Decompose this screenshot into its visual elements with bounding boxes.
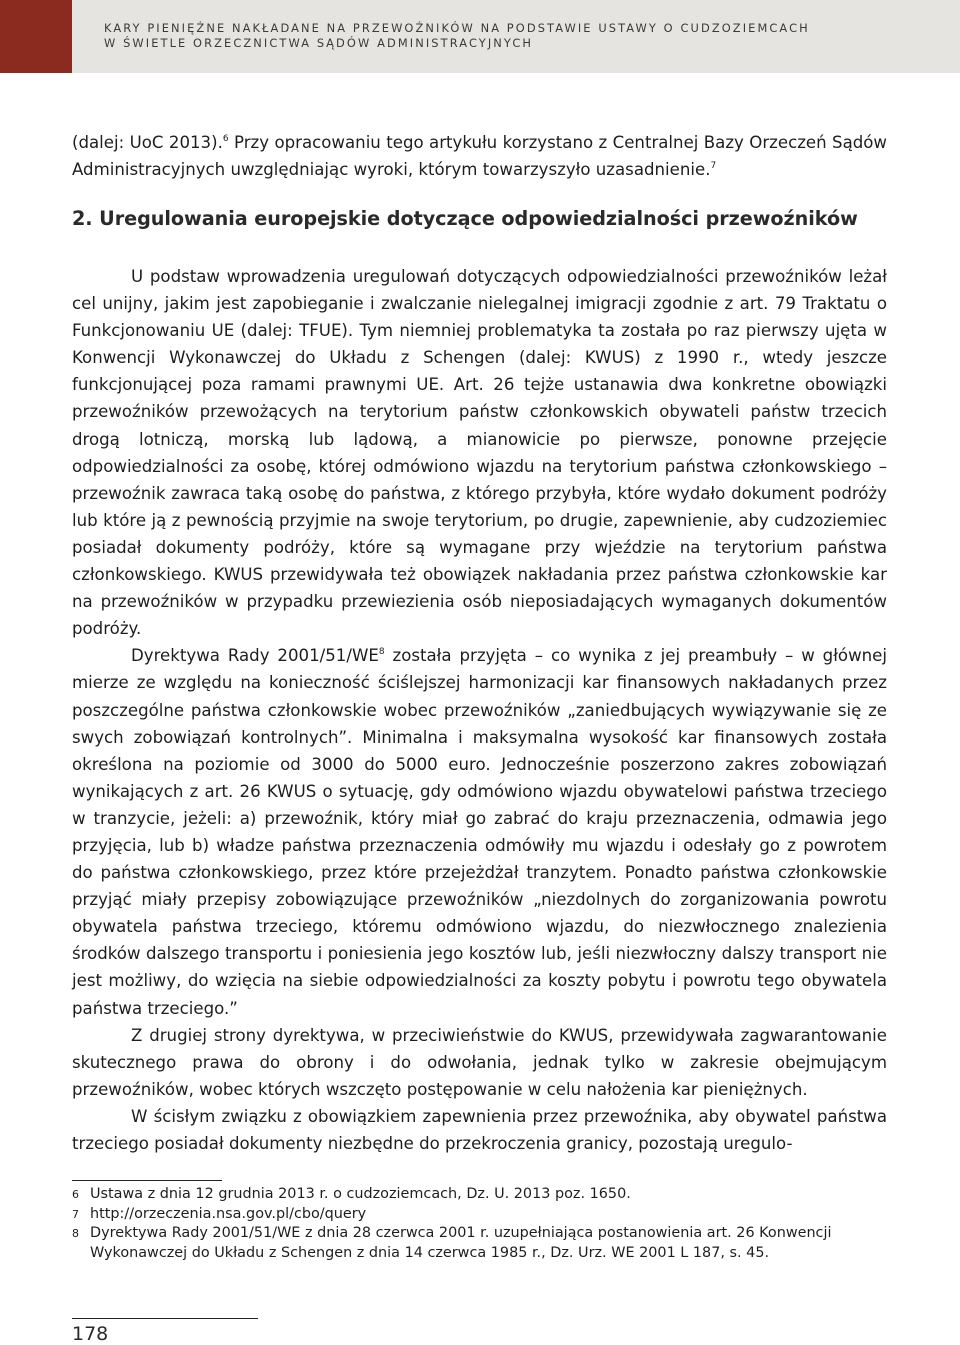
intro-text-a: (dalej: UoC 2013). <box>72 133 223 152</box>
footnote-7 <box>72 1205 887 1225</box>
footnote-link[interactable]: http://orzeczenia.nsa.gov.pl/cbo/query <box>90 1205 367 1222</box>
footnote-6 <box>72 1185 887 1205</box>
body-text <box>72 263 887 1157</box>
intro-text-b: Przy opracowaniu tego artykułu korzystano z Centralnej Bazy Orzeczeń Sądów Administracyjnych uwzględniając wyroki, którym towarzyszyło uzasadnienie. <box>72 133 887 180</box>
footnote-number: 8 <box>72 1227 79 1241</box>
paragraph-1: U podstaw wprowadzenia uregulowań dotyczących odpowiedzialności przewoźników leżał cel unijny, jakim jest zapobieganie i zwalczanie nielegalnej imigracji zgodnie z art. 79 Traktatu o Funkcjonowaniu UE (dalej: TFUE). Tym niemniej problematyka ta została po raz pierwszy ujęta w Konwencji Wykonawczej do Układu z Schengen (dalej: KWUS) z 1990 r., wtedy jeszcze funkcjonującej poza ramami prawnymi UE. Art. 26 tejże ustanawia dwa konkretne obowiązki przewoźników przewożących na terytorium państw członkowskich obywateli państw trzecich drogą lotniczą, morską lub lądową, a mianowicie po pierwsze, ponowne przejęcie odpowiedzialności za osobę, której odmówiono wjazdu na terytorium państwa członkowskiego – przewoźnik zawraca taką osobę do państwa, z którego przybyła, które wydało dokument podróży lub które ją z pewnością przyjmie na swoje terytorium, po drugie, zapewnienie, aby cudzoziemiec posiadał dokumenty podróży, które są wymagane przy wjeździe na terytorium państwa członkowskiego. KWUS przewidywała też obowiązek nakładania przez państwa członkowskie kar na przewoźników w przypadku przewiezienia osób nieposiadających wymaganych dokumentów podróży. <box>72 267 887 639</box>
footnote-number: 6 <box>72 1188 79 1201</box>
running-header-text <box>104 21 810 51</box>
header-accent-block <box>0 0 72 73</box>
footnote-text: Ustawa z dnia 12 grudnia 2013 r. o cudzoziemcach, Dz. U. 2013 poz. 1650. <box>90 1186 631 1202</box>
page-number: 178 <box>72 1323 109 1345</box>
footnote-8 <box>72 1224 887 1263</box>
paragraph-2-b: została przyjęta – co wynika z jej preambuły – w głównej mierze ze względu na konieczność ściślejszej harmonizacji kar finansowych nakładanych przez poszczególne państwa członkowskie wobec przewoźników „zaniedbujących wywiązywanie się ze swych zobowiązań kontrolnych”. Minimalna i maksymalna wysokość kar finansowych została określona na poziomie od 3000 do 5000 euro. Jednocześnie poszerzono zakres zobowiązań wynikających z art. 26 KWUS o sytuację, gdy odmówiono wjazdu obywatelowi państwa trzeciego w tranzycie, jeżeli: a) przewoźnik, który miał go zabrać do kraju przeznaczenia, odmawia jego przyjęcia, lub b) władze państwa przeznaczenia odmówiły mu wjazdu i odesłały go z powrotem do państwa członkowskiego, przez które przejeżdżał tranzytem. Ponadto państwa członkowskie przyjąć miały przepisy zobowiązujące przewoźników „niezdolnych do zorganizowania powrotu obywatela państwa trzeciego, któremu odmówiono wjazdu, do niezwłocznego znalezienia środków dalszego transportu i poniesienia jego kosztów lub, jeśli niezwłoczny dalszy transport nie jest możliwy, do wzięcia na siebie odpowiedzialności za koszty pobytu i powrotu tego obywatela państwa trzeciego.” <box>72 646 887 1018</box>
paragraph-3: Z drugiej strony dyrektywa, w przeciwieństwie do KWUS, przewidywała zagwarantowanie skutecznego prawa do obrony i do odwołania, jednak tylko w zakresie obejmującym przewoźników, wobec których wszczęto postępowanie w celu nałożenia kar pieniężnych. <box>72 1025 887 1099</box>
footnotes <box>72 1185 887 1263</box>
paragraph-2 <box>72 642 887 1021</box>
running-header-line-2: W ŚWIETLE ORZECZNICTWA SĄDÓW ADMINISTRACYJNYCH <box>104 36 534 50</box>
running-header-line-1: KARY PIENIĘŻNE NAKŁADANE NA PRZEWOŹNIKÓW NA PODSTAWIE USTAWY O CUDZOZIEMCACH <box>104 21 810 35</box>
footnote-divider <box>72 1180 222 1181</box>
footnote-ref-6[interactable]: 6 <box>222 134 229 144</box>
section-heading: 2. Uregulowania europejskie dotyczące odpowiedzialności przewoźników <box>72 207 858 230</box>
footnote-number: 7 <box>72 1207 79 1221</box>
paragraph-2-a: Dyrektywa Rady 2001/51/WE <box>131 646 379 666</box>
page-number-divider <box>72 1318 258 1319</box>
footnote-ref-7[interactable]: 7 <box>710 161 717 172</box>
footnote-text: Dyrektywa Rady 2001/51/WE z dnia 28 czerwca 2001 r. uzupełniająca postanowienia art. 26 Konwencji Wykonawczej do Układu z Schengen z dnia 14 czerwca 1985 r., Dz. Urz. WE 2001 L 187, s. 45. <box>90 1225 832 1261</box>
paragraph-4: W ścisłym związku z obowiązkiem zapewnienia przez przewoźnika, aby obywatel państwa trzeciego posiadał dokumenty niezbędne do przekroczenia granicy, pozostają uregulo- <box>72 1106 887 1153</box>
intro-paragraph <box>72 129 887 183</box>
footnote-ref-8[interactable]: 8 <box>378 647 385 658</box>
